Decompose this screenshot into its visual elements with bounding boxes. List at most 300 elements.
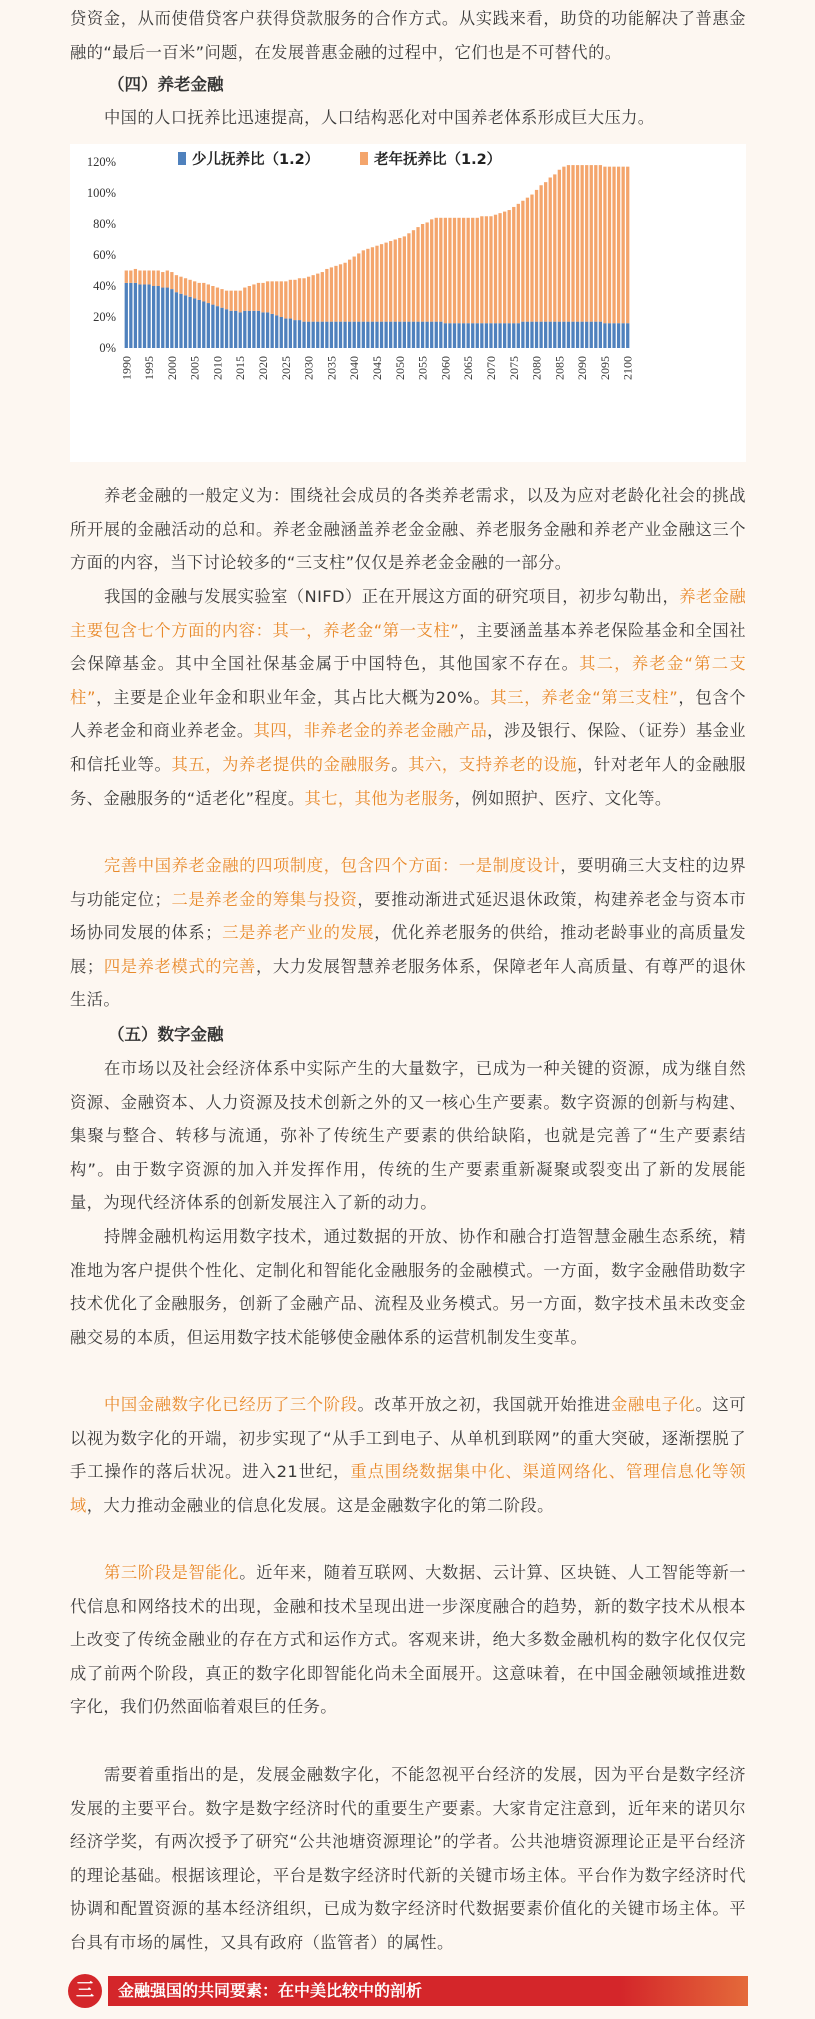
nifd-text-5: ，涉及银行、保险、（证券）基金业和信托业等。 [70,721,746,774]
x-tick-label: 2080 [529,356,544,380]
improve-highlight-3: 三是养老产业的发展 [221,923,375,943]
legend-swatch [178,152,186,165]
x-tick-label: 2000 [164,356,179,380]
bar-elderly-dependency [585,165,588,322]
intro-paragraph [70,2,746,69]
bar-elderly-dependency [143,271,146,285]
nifd-highlight-4: 其四，非养老金的养老金融产品 [253,721,488,741]
bar-child-dependency [430,322,433,348]
bar-elderly-dependency [261,283,264,312]
bar-elderly-dependency [530,195,533,322]
bar-child-dependency [530,322,533,348]
bar-child-dependency [439,322,442,348]
bar-elderly-dependency [179,277,182,294]
nifd-highlight-5: 其五，为养老提供的金融服务 [171,754,392,774]
bar-child-dependency [626,323,629,348]
bar-elderly-dependency [170,272,173,289]
bar-child-dependency [157,286,160,348]
bar-child-dependency [517,323,520,348]
bar-child-dependency [485,323,488,348]
section-heading-digital-finance: （五）数字金融 [108,1025,224,1044]
bar-elderly-dependency [339,264,342,321]
bar-elderly-dependency [152,271,155,287]
y-tick-label: 20% [93,310,116,324]
bar-elderly-dependency [316,274,319,322]
bar-elderly-dependency [571,165,574,322]
stages-highlight-2: 金融电子化 [611,1395,696,1414]
x-tick-label: 2070 [483,356,498,380]
bar-elderly-dependency [494,215,497,324]
bar-elderly-dependency [617,167,620,324]
x-tick-label: 2035 [324,356,339,380]
pension-four-systems-paragraph [70,849,746,1017]
bar-elderly-dependency [348,260,351,322]
bar-child-dependency [284,319,287,348]
bar-elderly-dependency [157,271,160,287]
bar-child-dependency [280,317,283,348]
bar-child-dependency [503,323,506,348]
bar-elderly-dependency [380,244,383,322]
bar-elderly-dependency [439,218,442,322]
bar-elderly-dependency [125,271,128,283]
bar-elderly-dependency [448,218,451,323]
x-tick-label: 2020 [256,356,271,380]
bar-child-dependency [462,323,465,348]
improve-highlight-1: 完善中国养老金融的四项制度，包含四个方面：一是制度设计 [104,856,561,875]
third-stage-paragraph [70,1556,746,1724]
bar-child-dependency [170,289,173,348]
bar-child-dependency [343,322,346,348]
x-tick-label: 2040 [347,356,362,380]
bar-child-dependency [293,320,296,348]
bar-child-dependency [193,298,196,348]
bar-child-dependency [375,322,378,348]
bar-child-dependency [125,283,128,348]
bar-elderly-dependency [389,241,392,322]
bar-child-dependency [576,322,579,348]
nifd-text-1: 我国的金融与发展实验室（NIFD）正在开展这方面的研究项目，初步勾勒出， [104,587,680,606]
bar-elderly-dependency [489,216,492,323]
bar-child-dependency [248,311,251,348]
bar-child-dependency [412,322,415,348]
bar-elderly-dependency [384,243,387,322]
nifd-text-4: ，包含个人养老金和商业养老金。 [70,687,746,741]
bar-elderly-dependency [211,286,214,305]
bar-elderly-dependency [334,266,337,322]
bar-child-dependency [426,322,429,348]
section-three-title: 金融强国的共同要素：在中美比较中的剖析 [108,1976,748,2006]
bar-elderly-dependency [403,236,406,321]
bar-elderly-dependency [321,272,324,322]
bar-elderly-dependency [612,167,615,324]
bar-child-dependency [353,322,356,348]
nifd-highlight-7: 其七，其他为老服务 [304,788,455,808]
bar-elderly-dependency [298,278,301,320]
x-tick-label: 2050 [392,356,407,380]
bar-child-dependency [407,322,410,348]
bar-elderly-dependency [239,291,242,313]
nifd-highlight-6: 其六，支持养老的设施 [408,754,578,774]
bar-elderly-dependency [184,278,187,295]
bar-child-dependency [448,323,451,348]
bar-child-dependency [435,322,438,348]
x-tick-label: 2055 [415,356,430,380]
section-heading-pension-finance: （四）养老金融 [108,75,224,94]
improve-text-1: ，要明确三大支柱的边界与功能定位； [70,856,746,909]
bar-child-dependency [622,323,625,348]
bar-child-dependency [243,311,246,348]
bar-child-dependency [498,323,501,348]
bar-elderly-dependency [508,210,511,323]
digitalization-stages-paragraph [70,1388,746,1522]
bar-elderly-dependency [421,224,424,322]
bar-child-dependency [612,323,615,348]
bar-elderly-dependency [147,271,150,285]
bar-child-dependency [175,292,178,348]
bar-child-dependency [211,305,214,348]
bar-child-dependency [558,322,561,348]
bar-child-dependency [271,314,274,348]
bar-elderly-dependency [480,216,483,323]
bar-child-dependency [202,302,205,349]
nifd-text-2: ，主要涵盖基本养老保险基金和全国社会保障基金。其中全国社保基金属于中国特色，其他国家不存在。 [70,620,746,674]
dependency-ratio-chart [70,144,746,462]
bar-child-dependency [339,322,342,348]
bar-child-dependency [471,323,474,348]
bar-elderly-dependency [498,213,501,323]
x-tick-label: 2025 [278,356,293,380]
bar-child-dependency [184,295,187,348]
bar-child-dependency [553,322,556,348]
bar-child-dependency [380,322,383,348]
stages-text-1: 。改革开放之初，我国就开始推进 [357,1395,611,1414]
bar-child-dependency [266,312,269,348]
x-tick-label: 2005 [187,356,202,380]
bar-elderly-dependency [134,269,137,283]
bar-elderly-dependency [362,250,365,321]
bar-elderly-dependency [503,212,506,324]
stages-text-2: 。这可以视为数字化的开端，初步实现了“从手工到电子、从单机到联网”的重大突破，逐渐摆脱了手工操作的落后状况。进入21世纪， [70,1395,746,1482]
bar-elderly-dependency [553,174,556,321]
bar-child-dependency [562,322,565,348]
bar-child-dependency [535,322,538,348]
improve-highlight-4: 四是养老模式的完善 [103,956,256,976]
bar-elderly-dependency [535,190,538,322]
bar-child-dependency [494,323,497,348]
bar-elderly-dependency [138,271,141,285]
bar-child-dependency [207,303,210,348]
bar-child-dependency [334,322,337,348]
bar-child-dependency [398,322,401,348]
bar-child-dependency [179,294,182,348]
bar-child-dependency [403,322,406,348]
bar-elderly-dependency [325,269,328,322]
licensed-institutions-paragraph: 持牌金融机构运用数字技术，通过数据的开放、协作和融合打造智慧金融生态系统，精准地为客户提供个性化、定制化和智能化金融服务的金融模式。一方面，数字金融借助数字技术优化了金融服务，创新了金融产品、流程及业务模式。另一方面，数字技术虽未改变金融交易的本质，但运用数字技术能够使金融体系的运营机制发生变革。 [70,1227,746,1347]
x-tick-label: 2010 [210,356,225,380]
bar-elderly-dependency [590,165,593,322]
bar-elderly-dependency [544,182,547,322]
bar-child-dependency [389,322,392,348]
legend-label: 老年抚养比（1.2） [374,152,502,168]
bar-child-dependency [330,322,333,348]
bar-child-dependency [239,312,242,348]
x-tick-label: 1995 [142,356,157,380]
bar-elderly-dependency [225,291,228,310]
bar-elderly-dependency [307,277,310,322]
bar-child-dependency [188,297,191,348]
bar-elderly-dependency [517,204,520,323]
bar-elderly-dependency [243,288,246,311]
bar-child-dependency [567,322,570,348]
bar-child-dependency [216,306,219,348]
bar-child-dependency [539,322,542,348]
x-tick-label: 2085 [552,356,567,380]
dependency-ratio-chart-svg [70,144,746,462]
stages-highlight-1: 中国金融数字化已经历了三个阶段 [104,1395,358,1414]
intro-line-2: 普惠金融的“最后一百米”问题，在发展普惠金融的过程中，它们也是不可替代的。 [70,9,746,62]
bar-elderly-dependency [471,218,474,323]
bar-child-dependency [489,323,492,348]
bar-child-dependency [457,323,460,348]
bar-elderly-dependency [426,222,429,321]
bar-child-dependency [571,322,574,348]
bar-child-dependency [229,311,232,348]
bar-elderly-dependency [539,185,542,321]
bar-elderly-dependency [375,246,378,322]
bar-elderly-dependency [289,280,292,319]
bar-elderly-dependency [353,257,356,322]
bar-elderly-dependency [485,216,488,323]
bar-child-dependency [161,288,164,348]
bar-child-dependency [476,323,479,348]
bar-child-dependency [453,323,456,348]
bar-child-dependency [225,309,228,348]
bar-child-dependency [366,322,369,348]
bar-elderly-dependency [234,291,237,311]
nifd-text-6: 。 [391,754,409,774]
bar-child-dependency [508,323,511,348]
bar-elderly-dependency [357,253,360,321]
bar-elderly-dependency [284,281,287,318]
x-tick-label: 2030 [301,356,316,380]
bar-child-dependency [275,315,278,348]
bar-elderly-dependency [398,238,401,322]
bar-elderly-dependency [343,263,346,322]
bar-elderly-dependency [476,218,479,323]
bar-elderly-dependency [161,272,164,288]
bar-elderly-dependency [175,275,178,292]
bar-child-dependency [521,322,524,348]
bar-elderly-dependency [275,281,278,315]
bar-child-dependency [298,320,301,348]
bar-elderly-dependency [207,284,210,303]
bar-child-dependency [289,319,292,348]
bar-elderly-dependency [188,280,191,297]
pension-lead-paragraph: 中国的人口抚养比迅速提高，人口结构恶化对中国养老体系形成巨大压力。 [104,108,655,127]
bar-child-dependency [316,322,319,348]
x-tick-label: 2075 [506,356,521,380]
stages-highlight-3: 重点围绕数据集中化、渠道网络化、管理信息化等领域 [70,1462,746,1515]
bar-child-dependency [580,322,583,348]
bar-child-dependency [512,323,515,348]
bar-elderly-dependency [166,271,169,288]
bar-child-dependency [234,311,237,348]
bar-child-dependency [152,286,155,348]
bar-child-dependency [371,322,374,348]
nifd-text-8: ，例如照护、医疗、文化等。 [454,788,672,808]
nifd-highlight-1: 养老金融主要包含七个方面的内容：其一，养老金“第一支柱” [70,587,746,640]
bar-child-dependency [384,322,387,348]
pension-seven-aspects-paragraph [70,580,746,815]
bar-elderly-dependency [562,167,565,322]
bar-child-dependency [617,323,620,348]
bar-child-dependency [166,288,169,348]
bar-child-dependency [143,284,146,348]
nifd-highlight-2: 其二，养老金“第二支柱” [70,654,747,707]
bar-elderly-dependency [330,267,333,321]
bar-child-dependency [544,322,547,348]
bar-child-dependency [599,322,602,348]
bar-elderly-dependency [512,207,515,323]
bar-child-dependency [467,323,470,348]
nifd-text-3: ，主要是企业年金和职业年金，其占比大概为20%。 [95,687,491,707]
y-tick-label: 0% [99,341,116,355]
bar-child-dependency [594,322,597,348]
bar-child-dependency [147,284,150,348]
digital-resources-paragraph: 在市场以及社会经济体系中实际产生的大量数字，已成为一种关键的资源，成为继自然资源、金融资本、人力资源及技术创新之外的又一核心生产要素。数字资源的创新与构建、集聚与整合、转移与流通，弥补了传统生产要素的供给缺陷，也就是完善了“生产要素结构”。由于数字资源的加入并发挥作用，传统的生产要素重新凝聚或裂变出了新的发展能量，为现代经济体系的创新发展注入了新的动力。 [70,1059,746,1213]
bar-elderly-dependency [558,170,561,322]
bar-elderly-dependency [271,281,274,314]
bar-child-dependency [261,312,264,348]
bar-elderly-dependency [603,167,606,324]
bar-child-dependency [220,308,223,348]
bar-elderly-dependency [416,227,419,322]
y-tick-label: 80% [93,217,116,231]
bar-child-dependency [549,322,552,348]
nifd-highlight-3: 其三，养老金“第三支柱” [490,687,679,707]
x-tick-label: 2045 [370,356,384,380]
x-tick-label: 2060 [438,356,453,380]
y-tick-label: 60% [93,248,116,262]
bar-elderly-dependency [626,167,629,324]
bar-child-dependency [444,323,447,348]
x-tick-label: 2095 [597,356,612,380]
x-tick-label: 2100 [620,356,635,380]
intro-line-1: 贷资金，从而使借贷客户获得贷款服务的合作方式。从实践来看，助贷的功能解决了 [70,9,696,28]
y-tick-label: 120% [86,155,116,169]
bar-elderly-dependency [302,278,305,321]
bar-child-dependency [394,322,397,348]
bar-child-dependency [608,323,611,348]
bar-child-dependency [312,322,315,348]
bar-elderly-dependency [312,275,315,322]
bar-elderly-dependency [599,165,602,322]
x-tick-label: 2015 [233,356,248,380]
bar-child-dependency [416,322,419,348]
bar-elderly-dependency [580,165,583,322]
legend-label: 少儿抚养比（1.2） [192,152,320,168]
bar-elderly-dependency [444,218,447,323]
third-stage-text: 。近年来，随着互联网、大数据、云计算、区块链、人工智能等新一代信息和网络技术的出现，金融和技术呈现出进一步深度融合的趋势，新的数字技术从根本上改变了传统金融业的存在方式和运作方式。客观来讲，绝大多数金融机构的数字化仅仅完成了前两个阶段，真正的数字化即智能化尚未全面展开。这意味着，在中国金融领域推进数字化，我们仍然面临着艰巨的任务。 [70,1563,746,1717]
bar-elderly-dependency [248,286,251,311]
bar-elderly-dependency [229,291,232,311]
bar-child-dependency [480,323,483,348]
bar-child-dependency [129,283,132,348]
y-tick-label: 100% [86,186,116,200]
bar-child-dependency [307,322,310,348]
bar-elderly-dependency [594,165,597,322]
pension-definition-paragraph: 养老金融的一般定义为：围绕社会成员的各类养老需求，以及为应对老龄化社会的挑战所开展的金融活动的总和。养老金融涵盖养老金金融、养老服务金融和养老产业金融这三个方面的内容，当下讨论较多的“三支柱”仅仅是养老金金融的一部分。 [70,486,746,573]
bar-child-dependency [198,300,201,348]
bar-elderly-dependency [521,201,524,322]
bar-elderly-dependency [549,178,552,322]
section-three-banner [68,1973,748,2009]
bar-child-dependency [257,311,260,348]
third-stage-highlight: 第三阶段是智能化 [104,1563,240,1582]
bar-child-dependency [348,322,351,348]
bar-child-dependency [585,322,588,348]
bar-elderly-dependency [526,198,529,322]
y-tick-label: 40% [93,279,116,293]
bar-elderly-dependency [576,165,579,322]
improve-text-3: ，优化养老服务的供给，推动老龄事业的高质量发展； [70,923,746,976]
bar-child-dependency [138,284,141,348]
bar-elderly-dependency [453,218,456,323]
bar-child-dependency [590,322,593,348]
bar-elderly-dependency [457,218,460,323]
bar-elderly-dependency [435,218,438,322]
improve-highlight-2: 二是养老金的筹集与投资 [171,889,358,909]
bar-child-dependency [321,322,324,348]
bar-elderly-dependency [266,281,269,312]
improve-text-4: ，大力发展智慧养老服务体系，保障老年人高质量、有尊严的退休生活。 [70,956,746,1010]
bar-elderly-dependency [129,271,132,283]
bar-elderly-dependency [280,281,283,317]
bar-elderly-dependency [567,165,570,322]
legend-swatch [360,152,368,165]
bar-elderly-dependency [394,240,397,322]
bar-elderly-dependency [252,284,255,310]
x-tick-label: 2090 [575,356,590,380]
bar-child-dependency [357,322,360,348]
bar-elderly-dependency [412,230,415,321]
improve-text-2: ，要推动渐进式延迟退休政策，构建养老金与资本市场协同发展的体系； [70,889,747,943]
bar-elderly-dependency [467,218,470,323]
x-tick-label: 1990 [119,356,134,380]
bar-elderly-dependency [371,247,374,321]
bar-elderly-dependency [202,283,205,302]
bar-elderly-dependency [407,233,410,321]
stages-text-3: ，大力推动金融业的信息化发展。这是金融数字化的第二阶段。 [86,1495,554,1515]
bar-elderly-dependency [366,249,369,322]
bar-child-dependency [362,322,365,348]
bar-child-dependency [603,323,606,348]
bar-child-dependency [134,283,137,348]
bar-elderly-dependency [220,289,223,308]
bar-elderly-dependency [430,219,433,321]
bar-elderly-dependency [293,280,296,320]
platform-economy-paragraph: 需要着重指出的是，发展金融数字化，不能忽视平台经济的发展，因为平台是数字经济发展的主要平台。数字是数字经济时代的重要生产要素。大家肯定注意到，近年来的诺贝尔经济学奖，有两次授予了研究“公共池塘资源理论”的学者。公共池塘资源理论正是平台经济的理论基础。根据该理论，平台是数字经济时代新的关键市场主体。平台作为数字经济时代协调和配置资源的基本经济组织，已成为数字经济时代数据要素价值化的关键市场主体。平台具有市场的属性，又具有政府（监管者）的属性。 [70,1765,746,1952]
bar-elderly-dependency [462,218,465,323]
bar-elderly-dependency [257,283,260,311]
bar-elderly-dependency [622,167,625,324]
bar-child-dependency [325,322,328,348]
bar-child-dependency [252,311,255,348]
bar-child-dependency [421,322,424,348]
section-number-badge: 三 [68,1974,102,2008]
nifd-text-7: ，针对老年人的金融服务、金融服务的“适老化”程度。 [70,754,746,808]
bar-child-dependency [526,322,529,348]
